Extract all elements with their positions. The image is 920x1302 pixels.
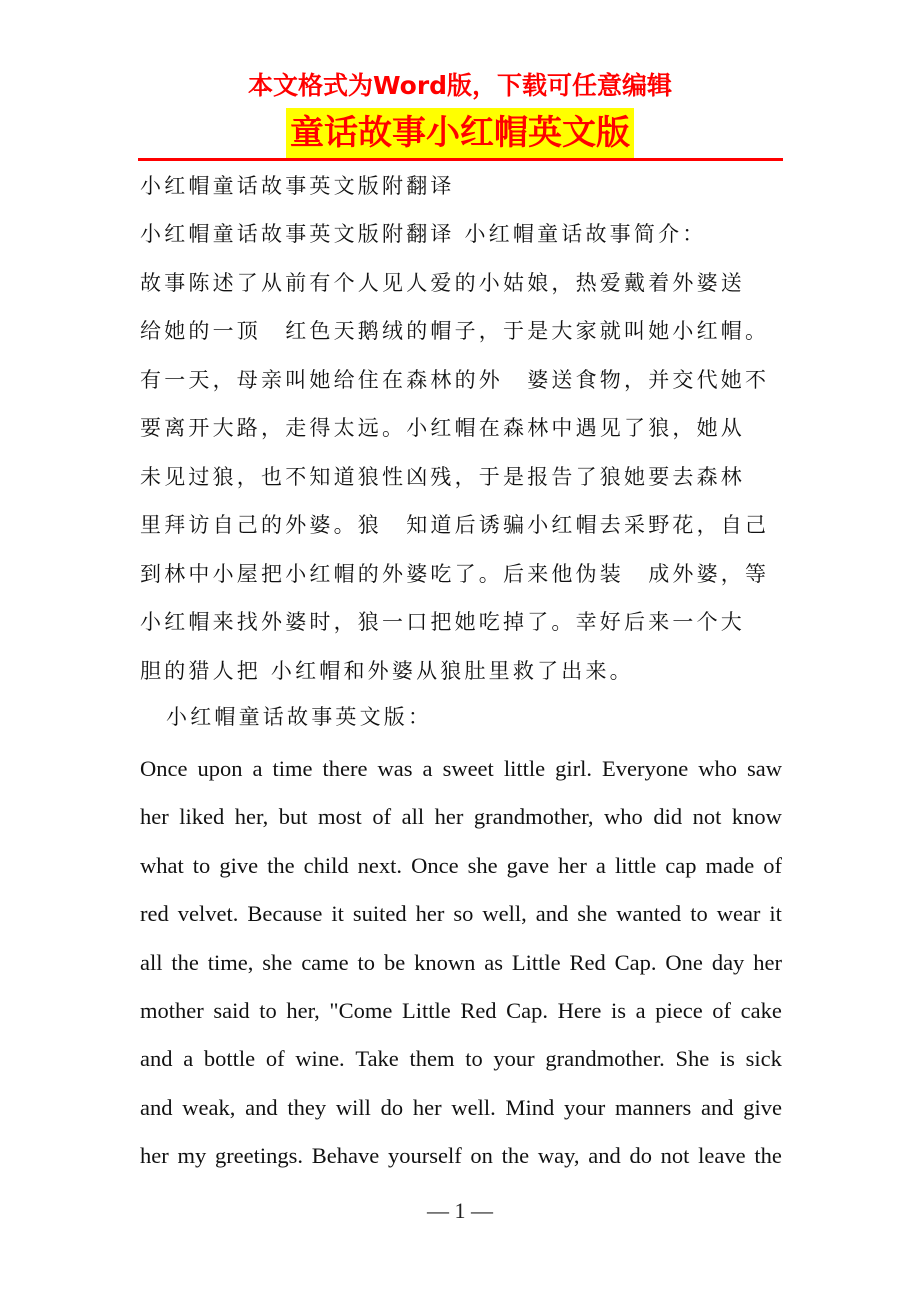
- word: the: [267, 852, 295, 878]
- word: Take: [355, 1046, 399, 1072]
- word: liked: [179, 804, 225, 830]
- summary-line: 给她的一顶 红色天鹅绒的帽子，于是大家就叫她小红帽。: [140, 319, 770, 343]
- word: your: [564, 1094, 606, 1120]
- word: so: [453, 901, 474, 927]
- english-line: [140, 987, 782, 1035]
- word: of: [372, 804, 392, 830]
- word: give: [219, 852, 259, 878]
- word: did: [653, 804, 683, 830]
- word: the: [501, 1143, 530, 1169]
- word: is: [610, 997, 626, 1023]
- word: will: [335, 1094, 371, 1120]
- summary-line: 到林中小屋把小红帽的外婆吃了。后来他伪装 成外婆，等: [140, 561, 770, 586]
- word: manners: [615, 1094, 692, 1120]
- word: upon: [197, 756, 243, 781]
- summary-line: 未见过狼，也不知道狼性凶残，于是报告了狼她要去森林: [140, 464, 745, 489]
- word: velvet.: [177, 901, 239, 927]
- word: do: [629, 1143, 652, 1169]
- word: of: [763, 852, 782, 878]
- english-line: [140, 842, 782, 890]
- word: do: [380, 1094, 404, 1120]
- word: time,: [207, 949, 254, 975]
- english-story-paragraph: [140, 745, 782, 1181]
- word: her: [415, 901, 445, 927]
- summary-line: 有一天，母亲叫她给住在森林的外 婆送食物，并交代她不: [140, 367, 770, 392]
- word: is: [719, 1046, 735, 1072]
- summary-paragraph: [140, 210, 790, 695]
- summary-line: 小红帽童话故事英文版附翻译 小红帽童话故事简介：: [140, 222, 707, 246]
- word: wanted: [616, 901, 682, 927]
- word: Here: [557, 997, 602, 1023]
- word: her: [558, 852, 587, 878]
- title-divider: [138, 158, 783, 161]
- english-line: [140, 745, 782, 793]
- word: they: [287, 1094, 327, 1120]
- word: sick: [745, 1046, 782, 1072]
- word: and: [535, 901, 569, 927]
- word: Little: [401, 997, 451, 1023]
- english-line: [140, 1132, 782, 1180]
- word: most: [318, 804, 362, 830]
- word: girl.: [555, 756, 592, 781]
- word: to: [690, 901, 708, 927]
- word: leave: [698, 1143, 746, 1169]
- word: your: [493, 1046, 535, 1072]
- word: and: [140, 1046, 173, 1072]
- word: Little: [511, 949, 561, 975]
- word: her,: [234, 804, 269, 830]
- word: who: [604, 804, 643, 830]
- word: the: [754, 1143, 782, 1169]
- word: she: [467, 852, 498, 878]
- word: all: [401, 804, 425, 830]
- word: cap: [665, 852, 697, 878]
- word: her: [412, 1094, 442, 1120]
- word: but: [278, 804, 308, 830]
- word: her: [753, 949, 782, 975]
- word: little: [503, 756, 546, 781]
- word: known: [414, 949, 476, 975]
- word: greetings.: [214, 1143, 304, 1169]
- word: and: [140, 1094, 173, 1120]
- english-line: [140, 939, 782, 987]
- word: Once: [140, 756, 188, 781]
- english-line: [140, 1035, 782, 1083]
- word: the: [171, 949, 199, 975]
- word: know: [731, 804, 782, 830]
- word: it: [331, 901, 344, 927]
- word: what: [140, 852, 184, 878]
- word: bottle: [203, 1046, 256, 1072]
- word: cake: [740, 997, 782, 1023]
- format-notice: 本文格式为Word版，下载可任意编辑: [247, 71, 673, 100]
- word: a: [595, 852, 606, 878]
- word: on: [470, 1143, 493, 1169]
- word: a: [252, 756, 263, 781]
- word: and: [245, 1094, 278, 1120]
- word: a: [422, 756, 433, 781]
- english-line: [140, 890, 782, 938]
- summary-line: 故事陈述了从前有个人见人爱的小姑娘，热爱戴着外婆送: [140, 270, 745, 295]
- word: not: [660, 1143, 690, 1169]
- word: suited: [352, 901, 407, 927]
- word: mother: [140, 997, 204, 1023]
- word: as: [484, 949, 503, 975]
- summary-line: 里拜访自己的外婆。狼 知道后诱骗小红帽去采野花，自己: [140, 513, 770, 537]
- word: there: [322, 756, 368, 781]
- word: grandmother,: [473, 804, 594, 830]
- word: way,: [537, 1143, 580, 1169]
- word: all: [140, 949, 163, 975]
- word: her: [140, 1143, 169, 1169]
- word: made: [705, 852, 755, 878]
- word: Behave: [311, 1143, 380, 1169]
- word: to: [357, 949, 376, 975]
- word: was: [377, 756, 413, 781]
- word: it: [769, 901, 782, 927]
- word: her,: [286, 997, 320, 1023]
- word: give: [743, 1094, 782, 1120]
- word: well.: [451, 1094, 496, 1120]
- word: She: [675, 1046, 710, 1072]
- word: her: [140, 804, 169, 830]
- word: of: [265, 1046, 285, 1072]
- word: "Come: [329, 997, 393, 1023]
- word: child: [303, 852, 349, 878]
- word: wear: [716, 901, 761, 927]
- intro-line: [140, 162, 790, 211]
- word: Once: [411, 852, 459, 878]
- word: and: [700, 1094, 734, 1120]
- word: Cap.: [614, 949, 657, 975]
- word: came: [301, 949, 349, 975]
- word: grandmother.: [545, 1046, 665, 1072]
- word: One: [665, 949, 703, 975]
- page-number: — 1 —: [427, 1198, 493, 1223]
- word: not: [692, 804, 722, 830]
- word: Red: [460, 997, 497, 1023]
- summary-line: 要离开大路，走得太远。小红帽在森林中遇见了狼，她从: [140, 416, 745, 440]
- summary-line: 小红帽来找外婆时，狼一口把她吃掉了。幸好后来一个大: [140, 610, 745, 634]
- word: a: [183, 1046, 194, 1072]
- word: sweet: [442, 756, 494, 781]
- english-line: [140, 793, 782, 841]
- word: she: [262, 949, 293, 975]
- word: next.: [357, 852, 403, 878]
- intro-text: 小红帽童话故事英文版附翻译: [140, 174, 455, 198]
- word: her: [434, 804, 464, 830]
- word: and: [588, 1143, 621, 1169]
- word: she: [577, 901, 608, 927]
- word: yourself: [387, 1143, 462, 1169]
- word: said: [213, 997, 250, 1023]
- word: day: [711, 949, 745, 975]
- word: saw: [746, 756, 782, 781]
- word: who: [698, 756, 737, 781]
- word: well,: [482, 901, 527, 927]
- word: Because: [247, 901, 323, 927]
- word: piece: [655, 997, 703, 1023]
- word: my: [177, 1143, 207, 1169]
- word: time: [272, 756, 313, 781]
- title-container: [0, 108, 920, 158]
- word: of: [712, 997, 732, 1023]
- word: to: [259, 997, 277, 1023]
- english-line: [140, 1084, 782, 1132]
- word: Everyone: [601, 756, 689, 781]
- word: weak,: [182, 1094, 236, 1120]
- word: gave: [506, 852, 550, 878]
- document-title: 童话故事小红帽英文版: [286, 108, 634, 158]
- word: red: [140, 901, 169, 927]
- summary-line: 胆的猎人把 小红帽和外婆从狼肚里救了出来。: [140, 658, 634, 683]
- word: be: [383, 949, 406, 975]
- word: Cap.: [506, 997, 549, 1023]
- word: Mind: [505, 1094, 555, 1120]
- english-section-heading: 小红帽童话故事英文版：: [166, 705, 433, 729]
- word: little: [614, 852, 657, 878]
- word: to: [465, 1046, 483, 1072]
- word: Red: [569, 949, 606, 975]
- word: to: [192, 852, 211, 878]
- word: a: [635, 997, 646, 1023]
- word: wine.: [295, 1046, 345, 1072]
- word: them: [409, 1046, 455, 1072]
